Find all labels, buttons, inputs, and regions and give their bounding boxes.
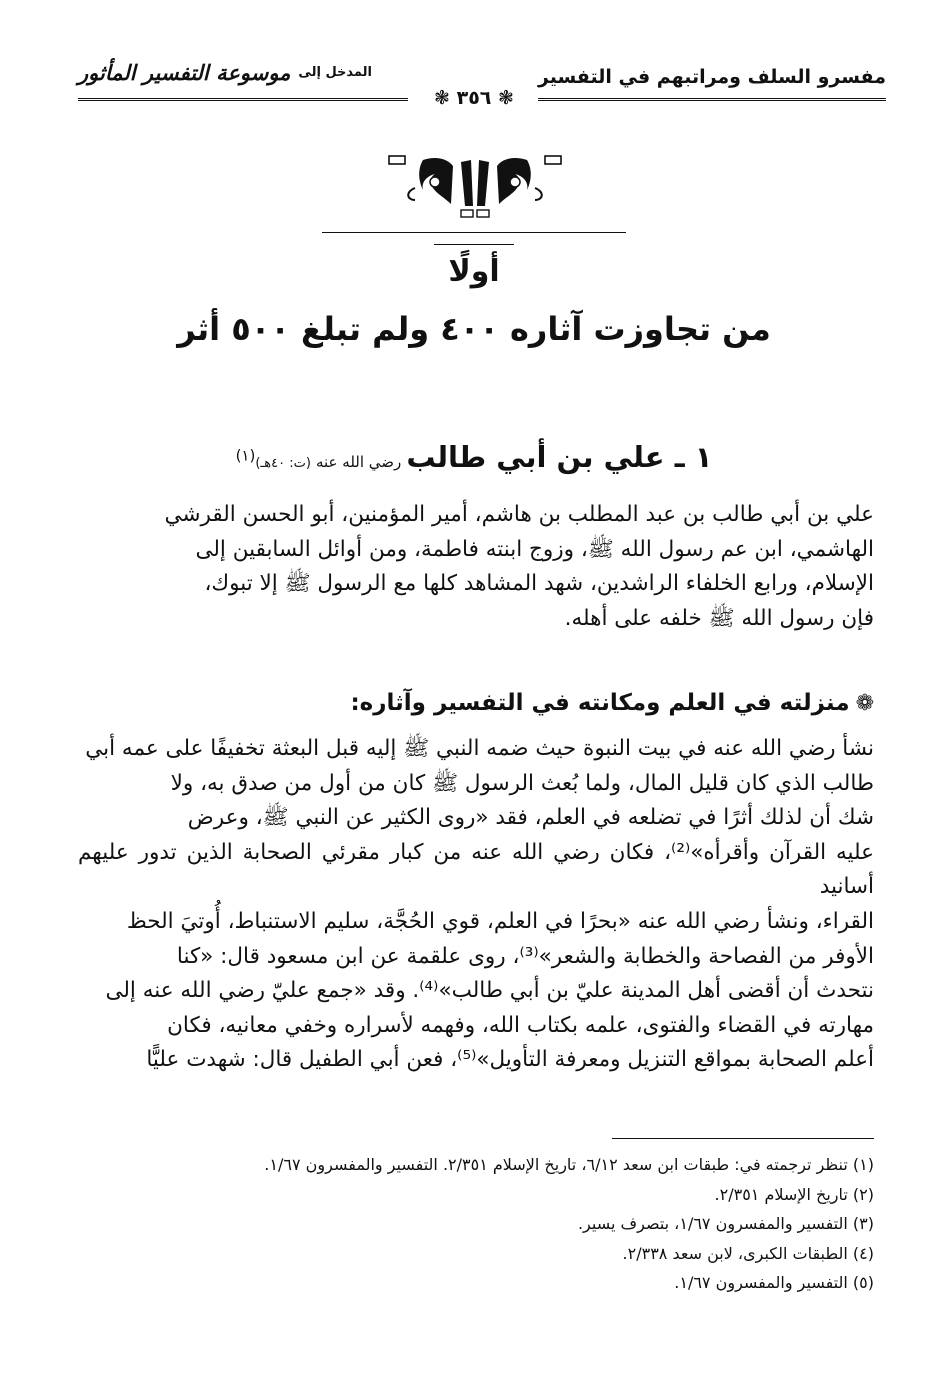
footnotes bbox=[74, 1150, 874, 1298]
page-number-ornament-left-icon: ❃ bbox=[434, 87, 457, 109]
entry-footnote-ref: (١) bbox=[235, 446, 256, 465]
section-ordinal: أولًا bbox=[448, 254, 500, 289]
text-line: علي بن أبي طالب بن عبد المطلب بن هاشم، أمير المؤمنين، أبو الحسن القرشي bbox=[164, 502, 874, 527]
flower-icon: ❁ bbox=[855, 691, 874, 716]
entry-title: ١ ـ علي بن أبي طالب bbox=[406, 440, 713, 474]
subheading-text: منزلته في العلم ومكانته في التفسير وآثاره: bbox=[350, 690, 850, 716]
text-line: الهاشمي، ابن عم رسول الله ﷺ، وزوج ابنته فاطمة، ومن أوائل السابقين إلى bbox=[195, 536, 874, 562]
ornament-rule bbox=[322, 232, 626, 233]
footnote-item: (١) تنظر ترجمته في: طبقات ابن سعد ٦/١٢، تاريخ الإسلام ٢/٣٥١. التفسير والمفسرون ١/٦٧. bbox=[264, 1155, 874, 1174]
entry-honorific: رضي الله عنه bbox=[315, 453, 402, 471]
subheading bbox=[350, 690, 874, 716]
page-number bbox=[410, 87, 538, 109]
header-rule-left bbox=[78, 98, 408, 101]
text-line: الأوفر من الفصاحة والخطابة والشعر»⁽³⁾، روى علقمة عن ابن مسعود قال: «كنا bbox=[176, 943, 874, 969]
entry-death-date: (ت: ٤٠هـ) bbox=[255, 456, 311, 471]
text-line: الإسلام، ورابع الخلفاء الراشدين، شهد المشاهد كلها مع الرسول ﷺ إلا تبوك، bbox=[204, 571, 874, 596]
footnote-item: (٥) التفسير والمفسرون ١/٦٧. bbox=[674, 1273, 874, 1293]
header-rule-right bbox=[516, 98, 886, 101]
running-header-title: مفسرو السلف ومراتبهم في التفسير bbox=[537, 66, 886, 88]
text-line: فإن رسول الله ﷺ خلفه على أهله. bbox=[564, 605, 874, 631]
body-paragraph bbox=[78, 732, 874, 1078]
page-number-value: ٣٥٦ bbox=[456, 87, 492, 109]
text-line: نشأ رضي الله عنه في بيت النبوة حيث ضمه النبي ﷺ إليه قبل البعثة تخفيفًا على عمه أبي bbox=[85, 736, 874, 761]
decorative-ornament-icon bbox=[375, 148, 575, 238]
series-logo: موسوعة التفسير المأثور bbox=[78, 60, 291, 85]
text-line: مهارته في القضاء والفتوى، علمه بكتاب الله، وفهمه لأسراره وخفي معانيه، فكان bbox=[167, 1012, 874, 1038]
text-line: نتحدث أن أقضى أهل المدينة عليّ بن أبي طالب»⁽⁴⁾. وقد «جمع عليّ رضي الله عنه إلى bbox=[105, 978, 874, 1004]
text-line: شك أن لذلك أثرًا في تضلعه في العلم، فقد «روى الكثير عن النبي ﷺ، وعرض bbox=[187, 805, 874, 831]
text-line: عليه القرآن وأقرأه»⁽²⁾، فكان رضي الله عنه من كبار مقرئي الصحابة الذين تدور عليهم أسانيد bbox=[78, 839, 874, 900]
footnote-rule bbox=[612, 1138, 874, 1139]
biography-paragraph bbox=[78, 498, 874, 636]
page-number-ornament-right-icon: ❃ bbox=[491, 87, 514, 109]
text-line: أعلم الصحابة بمواقع التنزيل ومعرفة التأويل»⁽⁵⁾، فعن أبي الطفيل قال: شهدت عليًّا bbox=[146, 1047, 874, 1073]
series-intro-label: المدخل إلى bbox=[298, 65, 372, 80]
entry-heading bbox=[0, 440, 948, 474]
section-subtitle: من تجاوزت آثاره ٤٠٠ ولم تبلغ ٥٠٠ أثر bbox=[177, 310, 771, 348]
footnote-item: (٢) تاريخ الإسلام ٢/٣٥١. bbox=[714, 1184, 874, 1204]
ornament-rule-short bbox=[434, 244, 514, 245]
footnote-item: (٣) التفسير والمفسرون ١/٦٧، بتصرف يسير. bbox=[577, 1214, 874, 1234]
text-line: طالب الذي كان قليل المال، ولما بُعث الرسول ﷺ كان من أول من صدق به، ولا bbox=[170, 770, 874, 796]
footnote-item: (٤) الطبقات الكبرى، لابن سعد ٢/٣٣٨. bbox=[622, 1243, 874, 1263]
series-header bbox=[78, 62, 372, 83]
text-line: القراء، ونشأ رضي الله عنه «بحرًا في العلم، قوي الحُجَّة، سليم الاستنباط، أُوتيَ الحظ bbox=[126, 908, 874, 934]
